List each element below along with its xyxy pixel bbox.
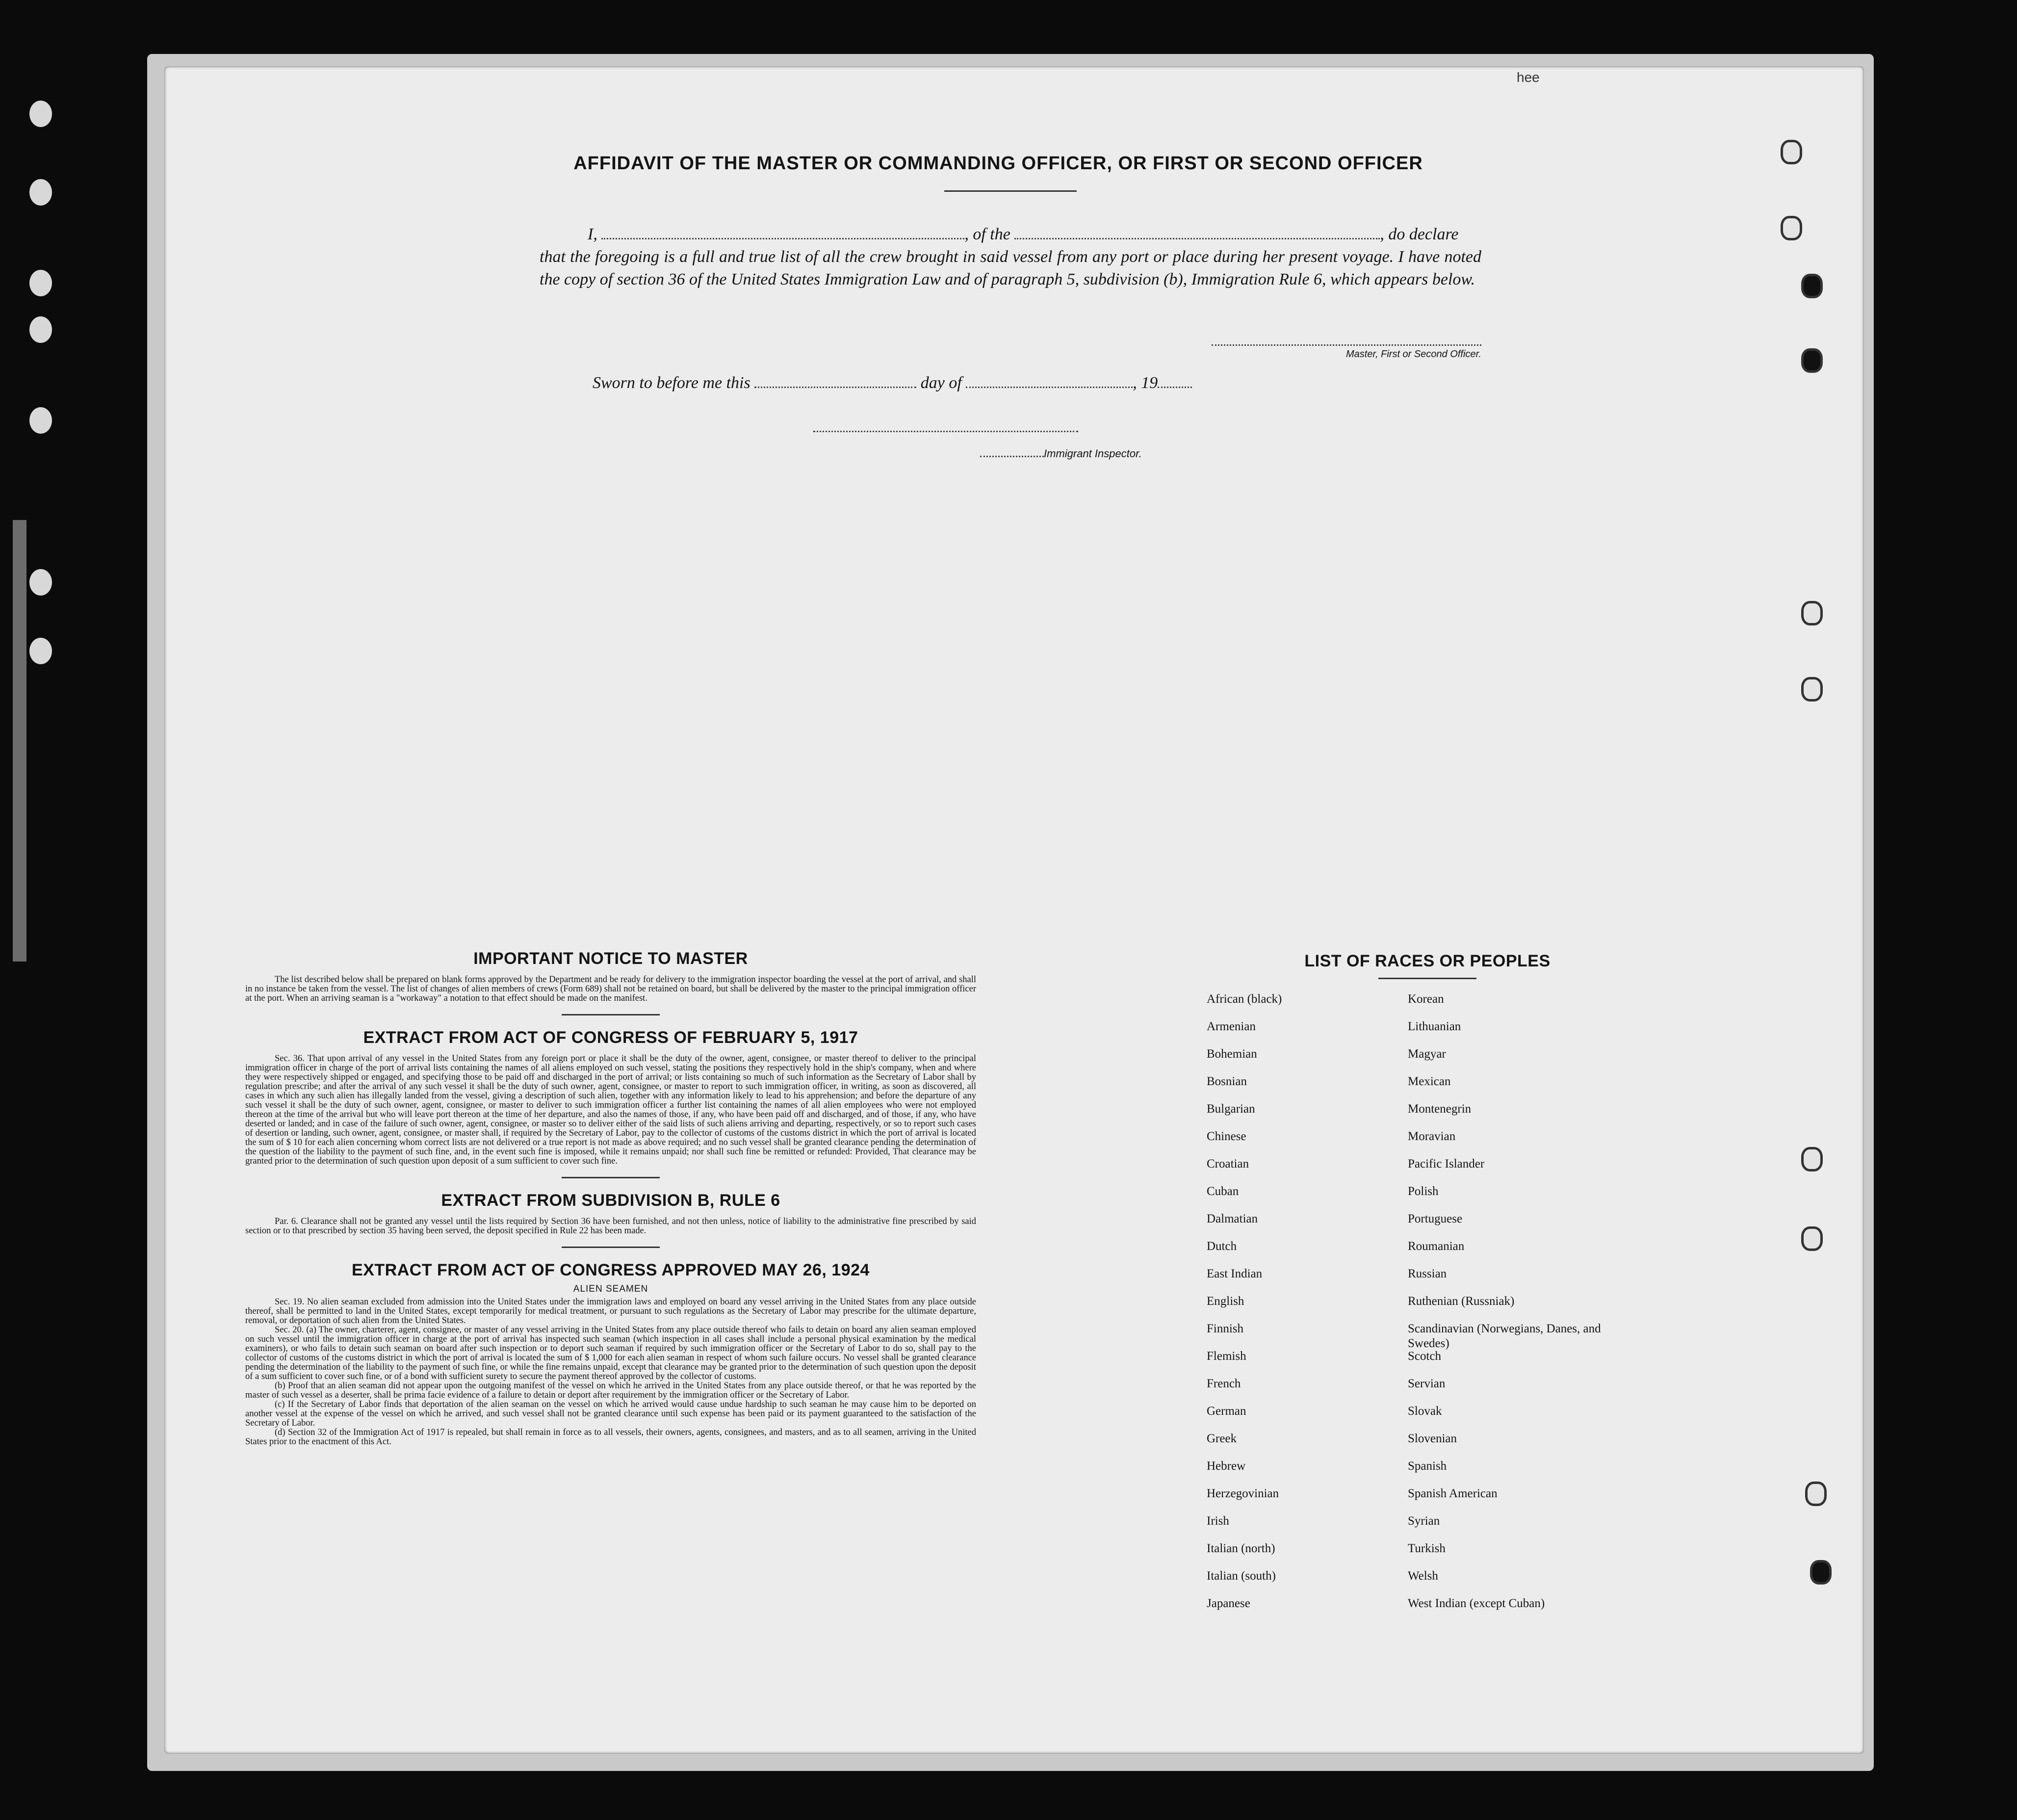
extract2-title: EXTRACT FROM SUBDIVISION B, RULE 6 xyxy=(441,1191,780,1210)
signature-block xyxy=(1212,344,1481,360)
binder-hole xyxy=(29,407,52,434)
race-item: Spanish American xyxy=(1408,1487,1498,1500)
notice-text: The list described below shall be prepared on blank forms approved by the Department and be ready for delivery to the immigration inspector boarding the vessel at the port of arrival, and shall in no instance be taken from the vessel. The list of changes of alien members of crews (Form 689) shall not be retained on board, but shall be delivered by the master to the principal immigration officer at the port. When an arriving seaman is a "workaway" a notation to that effect should be made on the manifest. xyxy=(245,975,976,1003)
affidavit-first-line xyxy=(540,223,1481,246)
extract3-sec20a: Sec. 20. (a) The owner, charterer, agent, consignee, or master of any vessel arriving in the United States from any place outside thereof who fails to detain on board any alien seaman employed on such vessel until the immigration officer in charge at the port of arrival has inspected such seaman (which inspection in all cases shall include a personal physical examination by the medical examiners), or who fails to detain such seaman on board after such inspection or to deport such seaman if required by such immigration officer or the Secretary of Labor to do so, shall pay to the collector of customs of the customs district in which the port of arrival is located the sum of $ 1,000 for each alien seaman in respect of whom such failure occurs. No vessel shall be granted clearance pending the determination of the liability to the payment of such fine, or while the fine remains unpaid, except that clearance may be granted prior to the determination of such question upon the deposit of a sum sufficient to cover such fine, or of a bond with sufficient surety to secure the payment thereof approved by the collector of customs. xyxy=(245,1325,976,1381)
race-item: Irish xyxy=(1207,1514,1229,1528)
race-item: Slovenian xyxy=(1408,1432,1457,1445)
race-item: Dutch xyxy=(1207,1240,1237,1253)
sworn-line xyxy=(593,374,1192,392)
binder-hole xyxy=(29,270,52,296)
race-item: West Indian (except Cuban) xyxy=(1408,1597,1545,1610)
extract3-sec20b: (b) Proof that an alien seaman did not appear upon the outgoing manifest of the vessel on which he arrived in the United States from any place outside thereof, or that he was reported by the master of such vessel as a deserter, shall be prima facie evidence of a failure to detain or deport after requirement by the immigration officer or the Secretary of Labor. xyxy=(245,1381,976,1400)
race-item: Greek xyxy=(1207,1432,1237,1445)
race-item: African (black) xyxy=(1207,992,1282,1006)
race-item: Ruthenian (Russniak) xyxy=(1408,1295,1515,1308)
race-item: Flemish xyxy=(1207,1350,1246,1363)
inspector-dots xyxy=(980,448,1044,457)
ring-hole xyxy=(1810,1560,1832,1585)
race-item: French xyxy=(1207,1377,1241,1390)
races-columns xyxy=(1207,992,1648,1624)
race-item: Finnish xyxy=(1207,1322,1244,1335)
binder-edge xyxy=(0,0,98,1820)
signature-label: Master, First or Second Officer. xyxy=(1345,349,1481,360)
inspector-label-text: Immigrant Inspector. xyxy=(1044,447,1142,460)
extract3-sec20c: (c) If the Secretary of Labor finds that deportation of the alien seaman on the vessel on which he arrived would cause undue hardship to such seaman he may cause him to be deported on another vessel at the expense of the vessel on which he arrived, and such vessel shall not be granted clearance until such expense has been paid or its payment guaranteed to the satisfaction of the Secretary of Labor. xyxy=(245,1400,976,1428)
race-item: Moravian xyxy=(1408,1130,1456,1143)
inspector-signature-line[interactable] xyxy=(813,431,1078,432)
affidavit-of-the: , of the xyxy=(964,225,1010,243)
binder-hole xyxy=(29,179,52,206)
race-item: English xyxy=(1207,1295,1244,1308)
race-item: Turkish xyxy=(1408,1542,1446,1555)
extract1-text: Sec. 36. That upon arrival of any vessel in the United States from any foreign port or place it shall be the duty of the owner, agent, consignee, or master thereof to deliver to the principal immigration officer in charge of the port of arrival lists containing the names of all aliens employed on such vessel, stating the positions they respectively hold in the ship's company, when and where they were respectively shipped or engaged, and specifying those to be paid off and discharged in the port of arrival; or lists containing so much of such information as the Secretary of Labor shall by regulation prescribe; and after the arrival of any such vessel it shall be the duty of such owner, agent, consignee, or master to report to such immigration officer, in writing, as soon as discovered, all cases in which any such alien has illegally landed from the vessel, giving a description of such alien, together with any information likely to lead to his apprehension; and before the departure of any such vessel it shall be the duty of such owner, agent, consignee, or master to deliver to such immigration officer a further list containing the names of all alien employees who were not employed thereon at the time of the arrival but who will leave port thereon at the time of her departure, and also the names of those, if any, who have been paid off and discharged, and of those, if any, who have deserted or landed; and in case of the failure of such owner, agent, consignee, or master so to deliver either of the said lists of such aliens arriving and departing, respectively, or so to report such cases of desertion or landing, such owner, agent, consignee, or master shall, if required by the Secretary of Labor, pay to the collector of customs of the customs district in which the port of arrival is located the sum of $ 10 for each alien concerning whom correct lists are not delivered or a true report is not made as above required; and no such vessel shall be granted clearance pending the determination of the question of the liability to the payment of such fine, and, in the event such fine is imposed, while it remains unpaid; nor shall such fine be remitted or refunded: Provided, That clearance may be granted prior to the determination of such question upon deposit of a sum sufficient to cover such fine. xyxy=(245,1054,976,1166)
binding-strip xyxy=(13,520,26,962)
race-item: Korean xyxy=(1408,992,1444,1006)
ring-hole xyxy=(1781,140,1802,164)
race-item: Italian (north) xyxy=(1207,1542,1275,1555)
race-item: Portuguese xyxy=(1408,1212,1463,1225)
race-item: Herzegovinian xyxy=(1207,1487,1279,1500)
extract2-text: Par. 6. Clearance shall not be granted any vessel until the lists required by Section 36 have been furnished, and not then unless, notice of liability to the administrative fine prescribed by said section or to that prescribed by section 35 having been served, the deposit specified in Rule 22 has been made. xyxy=(245,1217,976,1236)
race-item: East Indian xyxy=(1207,1267,1263,1280)
affidavit-body: that the foregoing is a full and true list of all the crew brought in said vessel from any port or place during her present voyage. I have noted the copy of section 36 of the United States Immigration Law and of paragraph 5, subdivision (b), Immigration Rule 6, which appears below. xyxy=(540,248,1481,288)
ring-hole xyxy=(1801,274,1823,298)
notice-title: IMPORTANT NOTICE TO MASTER xyxy=(473,949,748,968)
race-item: Magyar xyxy=(1408,1047,1446,1061)
legal-notices xyxy=(245,949,976,1447)
title-rule xyxy=(944,190,1077,192)
race-item: Bulgarian xyxy=(1207,1102,1255,1116)
extract1-title: EXTRACT FROM ACT OF CONGRESS OF FEBRUARY 5, 1917 xyxy=(363,1028,858,1047)
extract3-sec19: Sec. 19. No alien seaman excluded from admission into the United States under the immigration laws and employed on board any vessel arriving in the United States from any place outside thereof, shall be permitted to land in the United States, except temporarily for medical treatment, or pursuant to such regulations as the Secretary of Labor may prescribe for the ultimate departure, removal, or deportation of such alien from the United States. xyxy=(245,1297,976,1326)
race-item: Mexican xyxy=(1408,1075,1451,1088)
sworn-year: , 19 xyxy=(1133,374,1158,392)
race-item: Dalmatian xyxy=(1207,1212,1258,1225)
race-item: Spanish xyxy=(1408,1459,1447,1473)
affidavit-title: AFFIDAVIT OF THE MASTER OR COMMANDING OFFICER, OR FIRST OR SECOND OFFICER xyxy=(573,153,1423,174)
ring-hole xyxy=(1805,1482,1827,1506)
extract3-sec20d: (d) Section 32 of the Immigration Act of 1917 is repealed, but shall remain in force as to all vessels, their owners, agents, consignees, and masters, and as to all seamen, arriving in the United States prior to the enactment of this Act. xyxy=(245,1428,976,1447)
binder-hole xyxy=(29,569,52,596)
extract3-subtitle: ALIEN SEAMEN xyxy=(573,1284,648,1294)
races-title: LIST OF RACES OR PEOPLES xyxy=(1304,952,1551,970)
race-item: German xyxy=(1207,1404,1246,1418)
sworn-day: day of xyxy=(920,374,962,392)
race-item: Lithuanian xyxy=(1408,1020,1461,1033)
affidavit-declare: , do declare xyxy=(1380,225,1459,243)
race-item: Bosnian xyxy=(1207,1075,1247,1088)
name-blank[interactable] xyxy=(601,225,964,239)
race-item: Scotch xyxy=(1408,1350,1442,1363)
sworn-prefix: Sworn to before me this xyxy=(593,374,750,392)
race-item: Chinese xyxy=(1207,1130,1246,1143)
section-divider xyxy=(562,1247,660,1248)
binder-hole xyxy=(29,638,52,664)
sworn-date-blank[interactable] xyxy=(754,374,916,388)
signature-line[interactable] xyxy=(1212,344,1481,346)
race-item: Croatian xyxy=(1207,1157,1249,1170)
inspector-label xyxy=(980,447,1142,460)
race-item: Italian (south) xyxy=(1207,1569,1276,1583)
ring-hole xyxy=(1801,677,1823,702)
section-divider xyxy=(562,1177,660,1178)
binder-hole xyxy=(29,316,52,343)
ring-hole xyxy=(1781,216,1802,240)
race-item: Roumanian xyxy=(1408,1240,1465,1253)
binder-hole xyxy=(29,101,52,127)
ring-hole xyxy=(1801,348,1823,373)
race-item: Armenian xyxy=(1207,1020,1256,1033)
race-item: Slovak xyxy=(1408,1404,1442,1418)
race-item: Polish xyxy=(1408,1185,1439,1198)
ring-hole xyxy=(1801,601,1823,625)
race-item: Montenegrin xyxy=(1408,1102,1472,1116)
section-divider xyxy=(562,1014,660,1015)
race-item: Bohemian xyxy=(1207,1047,1257,1061)
page-mark: hee xyxy=(1517,70,1540,85)
race-item: Scandinavian (Norwegians, Danes, and Swedes) xyxy=(1408,1322,1601,1350)
races-title-rule xyxy=(1378,978,1476,979)
race-item: Cuban xyxy=(1207,1185,1239,1198)
race-item: Servian xyxy=(1408,1377,1446,1390)
ring-hole xyxy=(1801,1226,1823,1251)
sworn-year-blank[interactable] xyxy=(1158,374,1192,388)
races-list xyxy=(1207,952,1648,1624)
race-item: Russian xyxy=(1408,1267,1447,1280)
sworn-month-blank[interactable] xyxy=(966,374,1133,388)
race-item: Pacific Islander xyxy=(1408,1157,1485,1170)
race-item: Syrian xyxy=(1408,1514,1440,1528)
races-left-column xyxy=(1207,992,1408,1624)
race-item: Hebrew xyxy=(1207,1459,1246,1473)
race-item: Welsh xyxy=(1408,1569,1438,1583)
vessel-blank[interactable] xyxy=(1014,225,1380,239)
affidavit-i: I, xyxy=(588,225,597,243)
ring-hole xyxy=(1801,1147,1823,1171)
race-item: Japanese xyxy=(1207,1597,1250,1610)
affidavit-text xyxy=(540,223,1481,291)
races-right-column xyxy=(1408,992,1609,1624)
extract3-title: EXTRACT FROM ACT OF CONGRESS APPROVED MAY 26, 1924 xyxy=(352,1261,870,1279)
